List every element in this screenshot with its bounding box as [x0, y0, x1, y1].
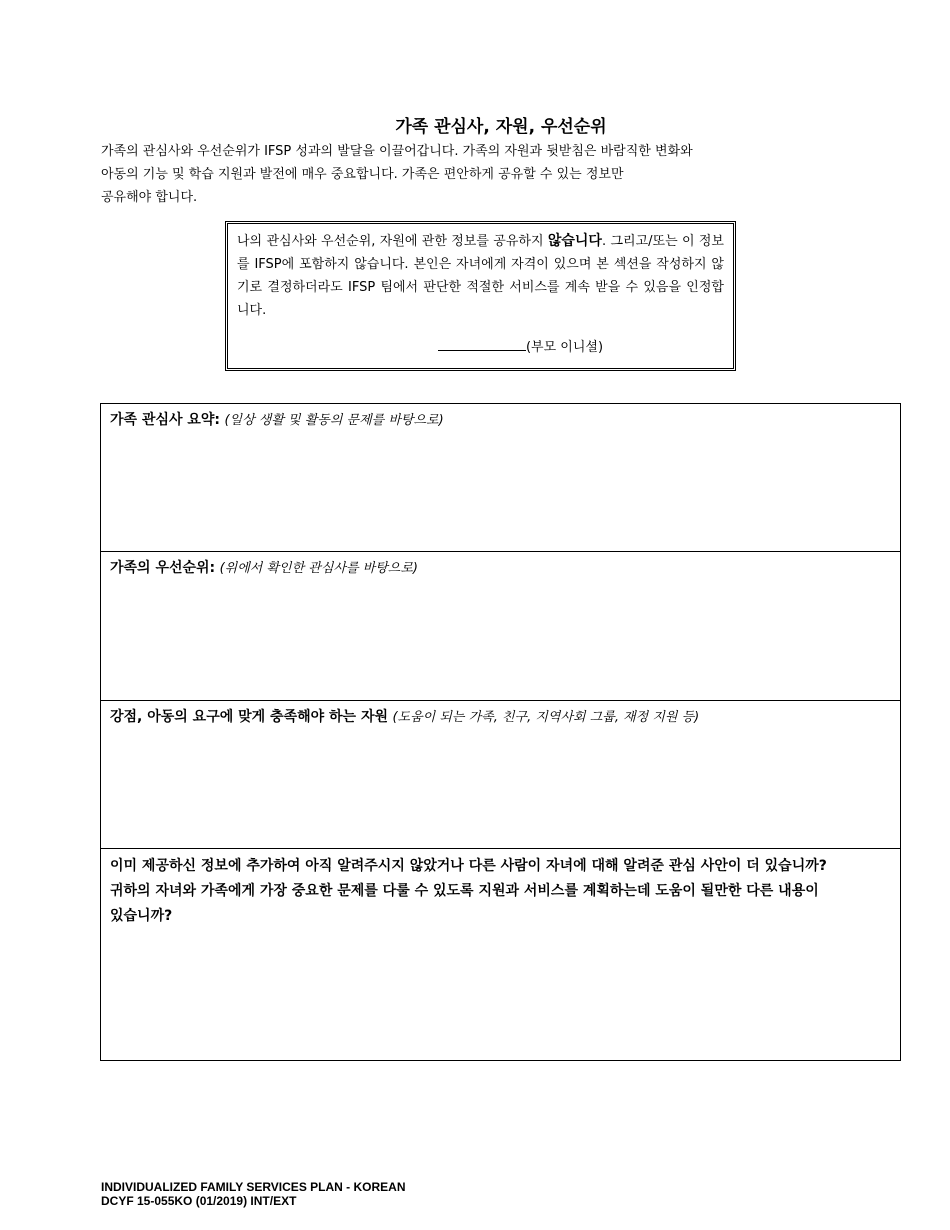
- family-priorities-section[interactable]: [101, 552, 900, 701]
- intro-line: 가족의 관심사와 우선순위가 IFSP 성과의 발달을 이끌어갑니다. 가족의 자원과 뒷받침은 바람직한 변화와: [101, 144, 693, 159]
- opt-out-statement: [237, 230, 724, 322]
- family-priorities-hint: (위에서 확인한 관심사를 바탕으로): [219, 561, 418, 576]
- additional-concerns-section[interactable]: [101, 849, 900, 1061]
- strengths-resources-hint: (도움이 되는 가족, 친구, 지역사회 그룹, 재정 지원 등): [392, 710, 700, 725]
- additional-concerns-line: 있습니까?: [110, 908, 173, 924]
- intro-line: 아동의 기능 및 학습 지원과 발전에 매우 중요합니다. 가족은 편안하게 공유할 수 있는 정보만: [101, 167, 624, 182]
- family-concerns-hint: (일상 생활 및 활동의 문제를 바탕으로): [224, 413, 444, 428]
- intro-paragraph: [101, 140, 741, 209]
- strengths-resources-section[interactable]: [101, 701, 900, 849]
- strengths-resources-label: 강점, 아동의 요구에 맞게 충족해야 하는 자원: [110, 709, 388, 725]
- family-info-form: [100, 403, 901, 1061]
- additional-concerns-line: 이미 제공하신 정보에 추가하여 아직 알려주시지 않았거나 다른 사람이 자녀에 대해 알려준 관심 사안이 더 있습니까?: [110, 858, 827, 874]
- page-title: 가족 관심사, 자원, 우선순위: [395, 117, 607, 137]
- opt-out-text-start: 나의 관심사와 우선순위, 자원에 관한 정보를 공유하지: [237, 234, 548, 249]
- form-footer: [101, 1180, 405, 1208]
- parent-initials-label: (부모 이니셜): [525, 340, 604, 355]
- family-priorities-label: 가족의 우선순위:: [110, 560, 216, 576]
- form-number: DCYF 15-055KO (01/2019) INT/EXT: [101, 1194, 297, 1208]
- family-concerns-label: 가족 관심사 요약:: [110, 412, 221, 428]
- opt-out-text-end: . 그리고/또는 이 정보를 IFSP에 포함하지 않습니다. 본인은 자녀에게 자격이 있으며 본 섹션을 작성하지 않기로 결정하더라도 IFSP 팀에서 판단한 적절한 서비스를 계속 받을 수 있음을 인정합니다.: [237, 234, 724, 318]
- parent-initials-row: [237, 336, 724, 355]
- additional-concerns-line: 귀하의 자녀와 가족에게 가장 중요한 문제를 다룰 수 있도록 지원과 서비스를 계획하는데 도움이 될만한 다른 내용이: [110, 883, 819, 899]
- family-concerns-section[interactable]: [101, 404, 900, 552]
- opt-out-box: [225, 221, 736, 371]
- intro-line: 공유해야 합니다.: [101, 190, 198, 205]
- opt-out-emphasis: 않습니다: [547, 233, 602, 249]
- form-name: INDIVIDUALIZED FAMILY SERVICES PLAN - KOREAN: [101, 1180, 406, 1194]
- parent-initials-field[interactable]: [438, 340, 526, 351]
